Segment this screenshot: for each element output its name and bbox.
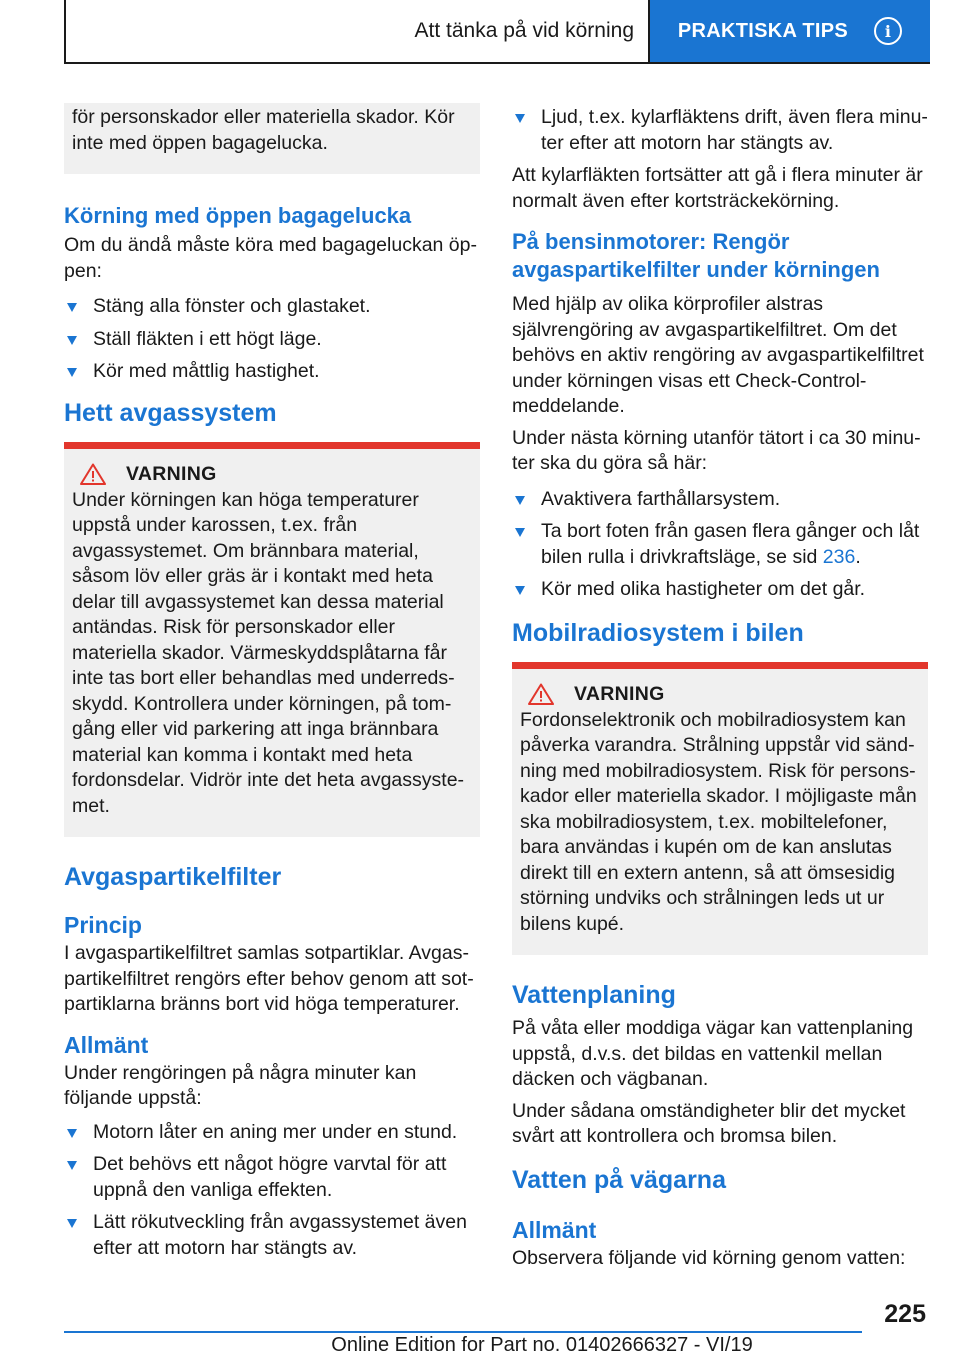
page-number: 225: [884, 1300, 926, 1328]
list-item: Stäng alla fönster och glastaket.: [64, 294, 480, 320]
principle-heading: Princip: [64, 912, 142, 938]
list-item: Kör med olika hastigheter om det går.: [512, 577, 928, 603]
left-column: [64, 103, 480, 1268]
bullet-triangle-icon: [67, 303, 77, 312]
bullet-triangle-icon: [67, 1219, 77, 1228]
bullet-triangle-icon: [515, 586, 525, 595]
fan-text: Att kylarfläkten fortsätter att gå i flera minuter är normalt även efter kortsträckekörning.: [512, 164, 923, 212]
footer-divider: [64, 1331, 862, 1333]
list-item: Ställ fläkten i ett högt läge.: [64, 327, 480, 353]
intro-text: för personskador eller materiella skador. Kör inte med öppen bagagelucka.: [72, 106, 455, 154]
hot-exhaust-heading: Hett avgassystem: [64, 398, 277, 427]
chapter-title: Att tänka på vid körning: [66, 0, 650, 62]
open-trunk-heading: Körning med öppen bagagelucka: [64, 203, 412, 228]
bullet-triangle-icon: [67, 1129, 77, 1138]
list-item: Avaktivera farthållarsystem.: [512, 487, 928, 513]
bullet-triangle-icon: [515, 496, 525, 505]
particle-filter-list: [64, 1120, 480, 1262]
open-trunk-text: Om du ändå måste köra med bagageluckan öppen:: [64, 234, 478, 282]
page-reference-link[interactable]: 236: [822, 545, 856, 568]
continued-list: [512, 105, 928, 156]
warning-text: Fordonselektronik och mobilradiosystem kan påverka varandra. Strålning uppstår vid sändning med mobilradiosystem. Risk för personskador eller materiella skador. I möjligaste mån ska mobilradiosystem, t.ex. mobiltelefoner, bara användas i kupén om de kan anslutas direkt till en extern antenn, så att ömsesidig störning undviks och strålningen leds ut ur bilens kupé.: [520, 708, 917, 935]
aquaplaning-heading: Vattenplaning: [512, 981, 676, 1009]
section-tab[interactable]: [650, 0, 930, 62]
water-general-heading: Allmänt: [512, 1216, 597, 1243]
warning-header: [520, 683, 922, 706]
petrol-heading: På bensinmotorer: Rengör avgaspartikelfilter under körningen: [512, 229, 880, 282]
warning-header: [72, 463, 474, 486]
aquaplaning-text-2: Under sådana omständigheter blir det mycket svårt att kontrollera och bromsa bilen.: [512, 1099, 906, 1147]
warning-triangle-icon: [528, 683, 554, 705]
particle-filter-heading: Avgaspartikelfilter: [64, 863, 282, 891]
petrol-text-1: Med hjälp av olika körprofiler alstras självrengöring av avgaspartikelfiltret. Om det behövs en aktiv rengöring av avgaspartikelfiltret under körningen visas ett Check-Control-meddelande.: [512, 293, 924, 417]
info-icon: i: [874, 17, 902, 45]
warning-triangle-icon: [80, 463, 106, 485]
water-heading: Vatten på vägarna: [512, 1165, 726, 1194]
bullet-triangle-icon: [67, 336, 77, 345]
bullet-triangle-icon: [515, 528, 525, 537]
list-item: Det behövs ett något högre varvtal för att uppnå den vanliga effekten.: [64, 1152, 480, 1203]
warning-label: VARNING: [574, 682, 665, 705]
intro-warning-continuation: [64, 103, 480, 174]
bullet-triangle-icon: [515, 114, 525, 123]
warning-box: [512, 662, 928, 956]
bullet-triangle-icon: [67, 1161, 77, 1170]
general-heading: Allmänt: [64, 1031, 149, 1058]
warning-box: [64, 442, 480, 838]
list-item: Lätt rökutveckling från avgassystemet även efter att motorn har stängts av.: [64, 1210, 480, 1261]
list-item: Ta bort foten från gasen flera gånger och låt bilen rulla i drivkraftsläge, se sid 236.: [512, 519, 928, 570]
open-trunk-list: [64, 294, 480, 385]
list-item: Ljud, t.ex. kylarfläktens drift, även flera minuter efter att motorn har stängts av.: [512, 105, 928, 156]
footer-edition: Online Edition for Part no. 01402666327 - VI/19: [331, 1334, 753, 1356]
right-column: [512, 103, 928, 1277]
principle-text: I avgaspartikelfiltret samlas sotpartiklar. Avgaspartikelfiltret rengörs efter behov genom att sotpartiklarna bränns bort vid höga temperaturer.: [64, 942, 474, 1015]
mobile-radio-heading: Mobilradiosystem i bilen: [512, 618, 804, 647]
general-text: Under rengöringen på några minuter kan följande uppstå:: [64, 1061, 417, 1109]
water-text: Observera följande vid körning genom vatten:: [512, 1246, 906, 1269]
warning-label: VARNING: [126, 462, 217, 485]
section-tab-label: PRAKTISKA TIPS: [677, 19, 849, 42]
page-header: [64, 0, 930, 64]
petrol-list: [512, 487, 928, 603]
bullet-triangle-icon: [67, 368, 77, 377]
petrol-text-2: Under nästa körning utanför tätort i ca 30 minuter ska du göra så här:: [512, 426, 921, 474]
list-item: Motorn låter en aning mer under en stund.: [64, 1120, 480, 1146]
warning-text: Under körningen kan höga temperaturer uppstå under karossen, t.ex. från avgassystemet. Om brännbara material, såsom löv eller gräs är i kontakt med heta delar till avgassystemet kan dessa material antändas. Risk för personskador eller materiella skador. Värmeskyddsplåtarna får inte tas bort eller behandlas med underredsskydd. Kontrollera under körningen, på tomgång eller vid parkering att inga brännbara material kan komma i kontakt med heta fordonsdelar. Vidrör inte det heta avgassystemet.: [72, 488, 465, 817]
aquaplaning-text-1: På våta eller moddiga vägar kan vattenplaning uppstå, d.v.s. det bildas en vattenkil mellan däcken och vägbanan.: [512, 1017, 914, 1090]
list-item: Kör med måttlig hastighet.: [64, 359, 480, 385]
